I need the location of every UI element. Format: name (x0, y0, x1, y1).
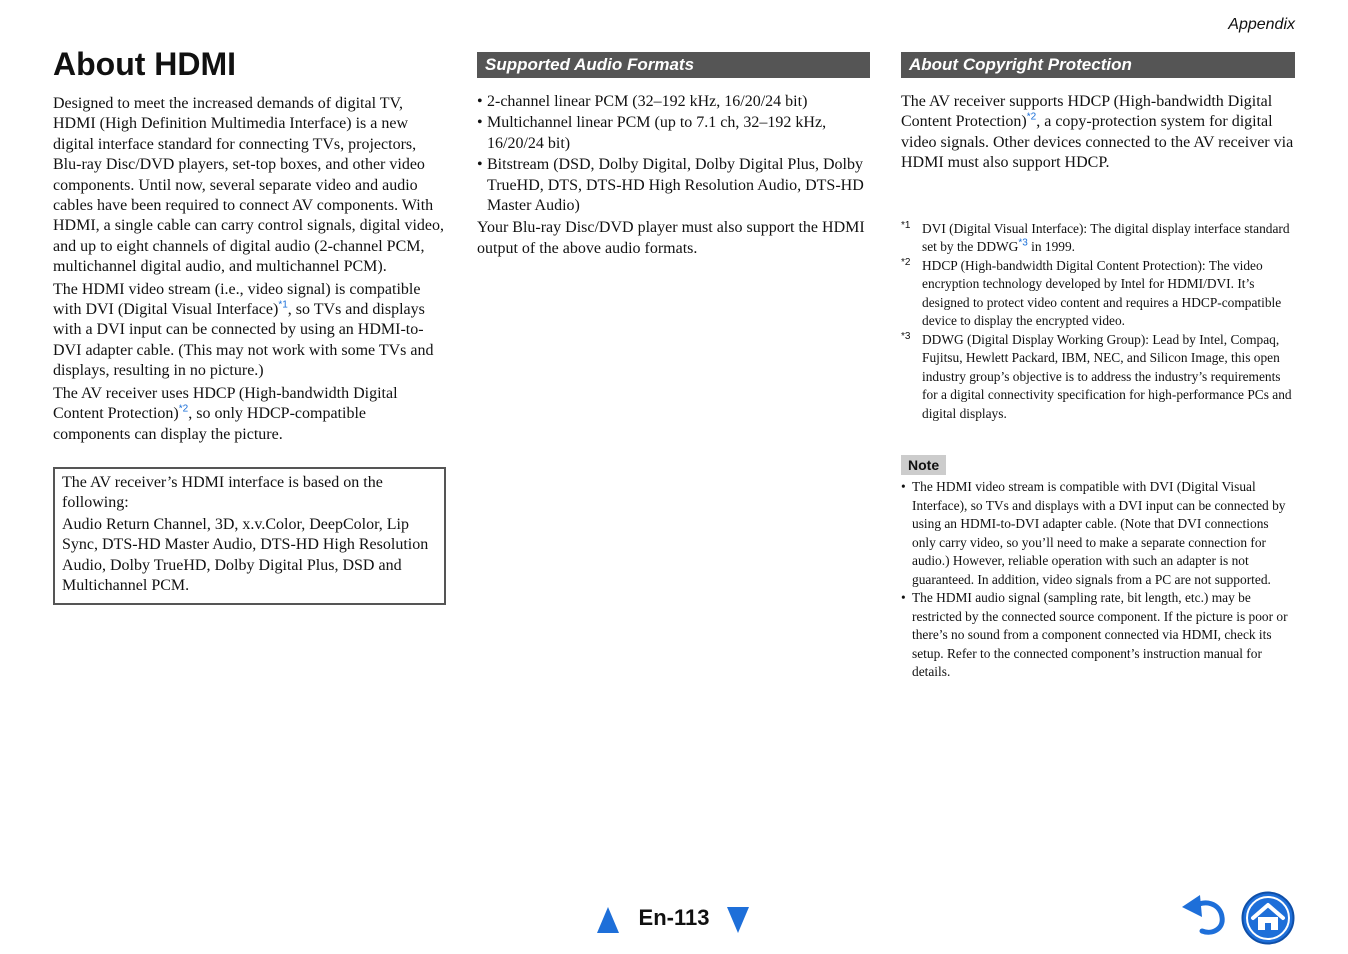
box-intro: The AV receiver’s HDMI interface is based on the following: (62, 473, 383, 512)
home-icon[interactable] (1241, 891, 1295, 945)
page-title: About HDMI (53, 46, 237, 82)
list-item: • Multichannel linear PCM (up to 7.1 ch, 32–192 kHz, 16/20/24 bit) (477, 113, 870, 154)
back-arrow-icon[interactable] (1180, 893, 1230, 937)
notes-list (901, 478, 1295, 682)
footnote-1 (901, 220, 1295, 257)
hdcp-support-text-b: , a copy-protection system for digital video signals. Other devices connected to the AV receiver via HDMI must also support HDCP. (901, 113, 1294, 172)
footnote-mark: *2 (901, 256, 911, 268)
footnote-text: HDCP (High-bandwidth Digital Content Protection): The video encryption technology developed by Intel for HDMI/DVI. It’s designed to protect video content and requires a HDCP-compatible device to display the encrypted video. (922, 257, 1282, 329)
copyright-protection-heading: About Copyright Protection (901, 52, 1295, 78)
intro-paragraph: Designed to meet the increased demands of digital TV, HDMI (High Definition Multimedia Interface) is a new digital interface standard for connecting TVs, projectors, Blu-ray Disc/DVD players, set-top boxes, and other video components. Until now, several separate video and audio cables have been required to connect AV components. With HDMI, a single cable can carry control signals, digital video, and up to eight channels of digital audio (2-channel PCM, multichannel digital audio, and multichannel PCM). (53, 95, 444, 276)
footnote-2 (901, 257, 1295, 331)
hdcp-text-b: , so only HDCP-compatible components can display the picture. (53, 405, 366, 443)
footnote-text: DDWG (Digital Display Working Group): Lead by Intel, Compaq, Fujitsu, Hewlett Packard, IBM, NEC, and Silicon Image, this open industry group’s objective is to address the industry’s requirements for a digital connectivity specification for high-performance PCs and digital displays. (922, 331, 1292, 421)
footnote-3 (901, 331, 1295, 424)
player-support-paragraph: Your Blu-ray Disc/DVD player must also support the HDMI output of the above audio formats. (477, 219, 865, 257)
list-item: • 2-channel linear PCM (32–192 kHz, 16/20/24 bit) (477, 92, 870, 112)
hdcp-support-text-a: The AV receiver supports HDCP (High-bandwidth Digital Content Protection) (901, 93, 1273, 131)
supported-audio-formats-heading: Supported Audio Formats (477, 52, 870, 78)
triangle-down-icon[interactable] (727, 907, 749, 933)
middle-column (477, 46, 870, 261)
dvi-paragraph (53, 280, 446, 382)
footnote-ref-3[interactable]: *3 (1018, 237, 1028, 249)
dvi-text-b: , so TVs and displays with a DVI input can be connected by using an HDMI-to-DVI adapter cable. (This may not work with some TVs and displays, resulting in no picture.) (53, 301, 434, 380)
footnote-text-a: DVI (Digital Visual Interface): The digital display interface standard set by the DDWG (922, 220, 1290, 255)
list-item: • The HDMI audio signal (sampling rate, bit length, etc.) may be restricted by the connected source component. If the picture is poor or there’s no sound from a component connected via HDMI, check its setup. Refer to the connected component’s instruction manual for details. (901, 589, 1295, 682)
triangle-up-icon[interactable] (597, 907, 619, 933)
footnote-text-b: in 1999. (1027, 239, 1076, 255)
hdmi-features-box (53, 467, 446, 605)
dvi-text-a: The HDMI video stream (i.e., video signal) is compatible with DVI (Digital Visual Interface) (53, 280, 421, 319)
list-item: • Bitstream (DSD, Dolby Digital, Dolby Digital Plus, Dolby TrueHD, DTS, DTS-HD High Resolution Audio, DTS-HD Master Audio) (477, 155, 870, 216)
box-feature-list: Audio Return Channel, 3D, x.v.Color, DeepColor, Lip Sync, DTS-HD Master Audio, DTS-HD High Resolution Audio, Dolby TrueHD, Dolby Digital Plus, DSD and Multichannel PCM. (62, 515, 429, 594)
hdcp-paragraph (53, 384, 446, 445)
section-label: Appendix (1228, 16, 1295, 33)
audio-formats-list (477, 92, 870, 216)
page-number: En-113 (638, 905, 710, 930)
footnote-mark: *1 (901, 219, 911, 231)
note-label: Note (901, 455, 946, 475)
footnote-ref-2[interactable]: *2 (178, 403, 189, 415)
footnotes (901, 220, 1295, 424)
list-item: • The HDMI video stream is compatible with DVI (Digital Visual Interface), so TVs and displays with a DVI input can be connected by using an HDMI-to-DVI adapter cable. (Note that DVI connections only carry video, so you’ll need to make a separate connection for audio.) However, reliable operation with such an adapter is not guaranteed. In addition, video signals from a PC are not supported. (901, 478, 1295, 589)
left-column (53, 46, 446, 605)
right-column (901, 46, 1295, 682)
page-navigation (0, 900, 1348, 936)
footnote-mark: *3 (901, 330, 911, 342)
hdcp-support-paragraph (901, 92, 1295, 174)
hdcp-text-a: The AV receiver uses HDCP (High-bandwidth Digital Content Protection) (53, 384, 398, 423)
footnote-ref-1[interactable]: *1 (278, 299, 288, 311)
footnote-ref-2[interactable]: *2 (1026, 112, 1037, 124)
